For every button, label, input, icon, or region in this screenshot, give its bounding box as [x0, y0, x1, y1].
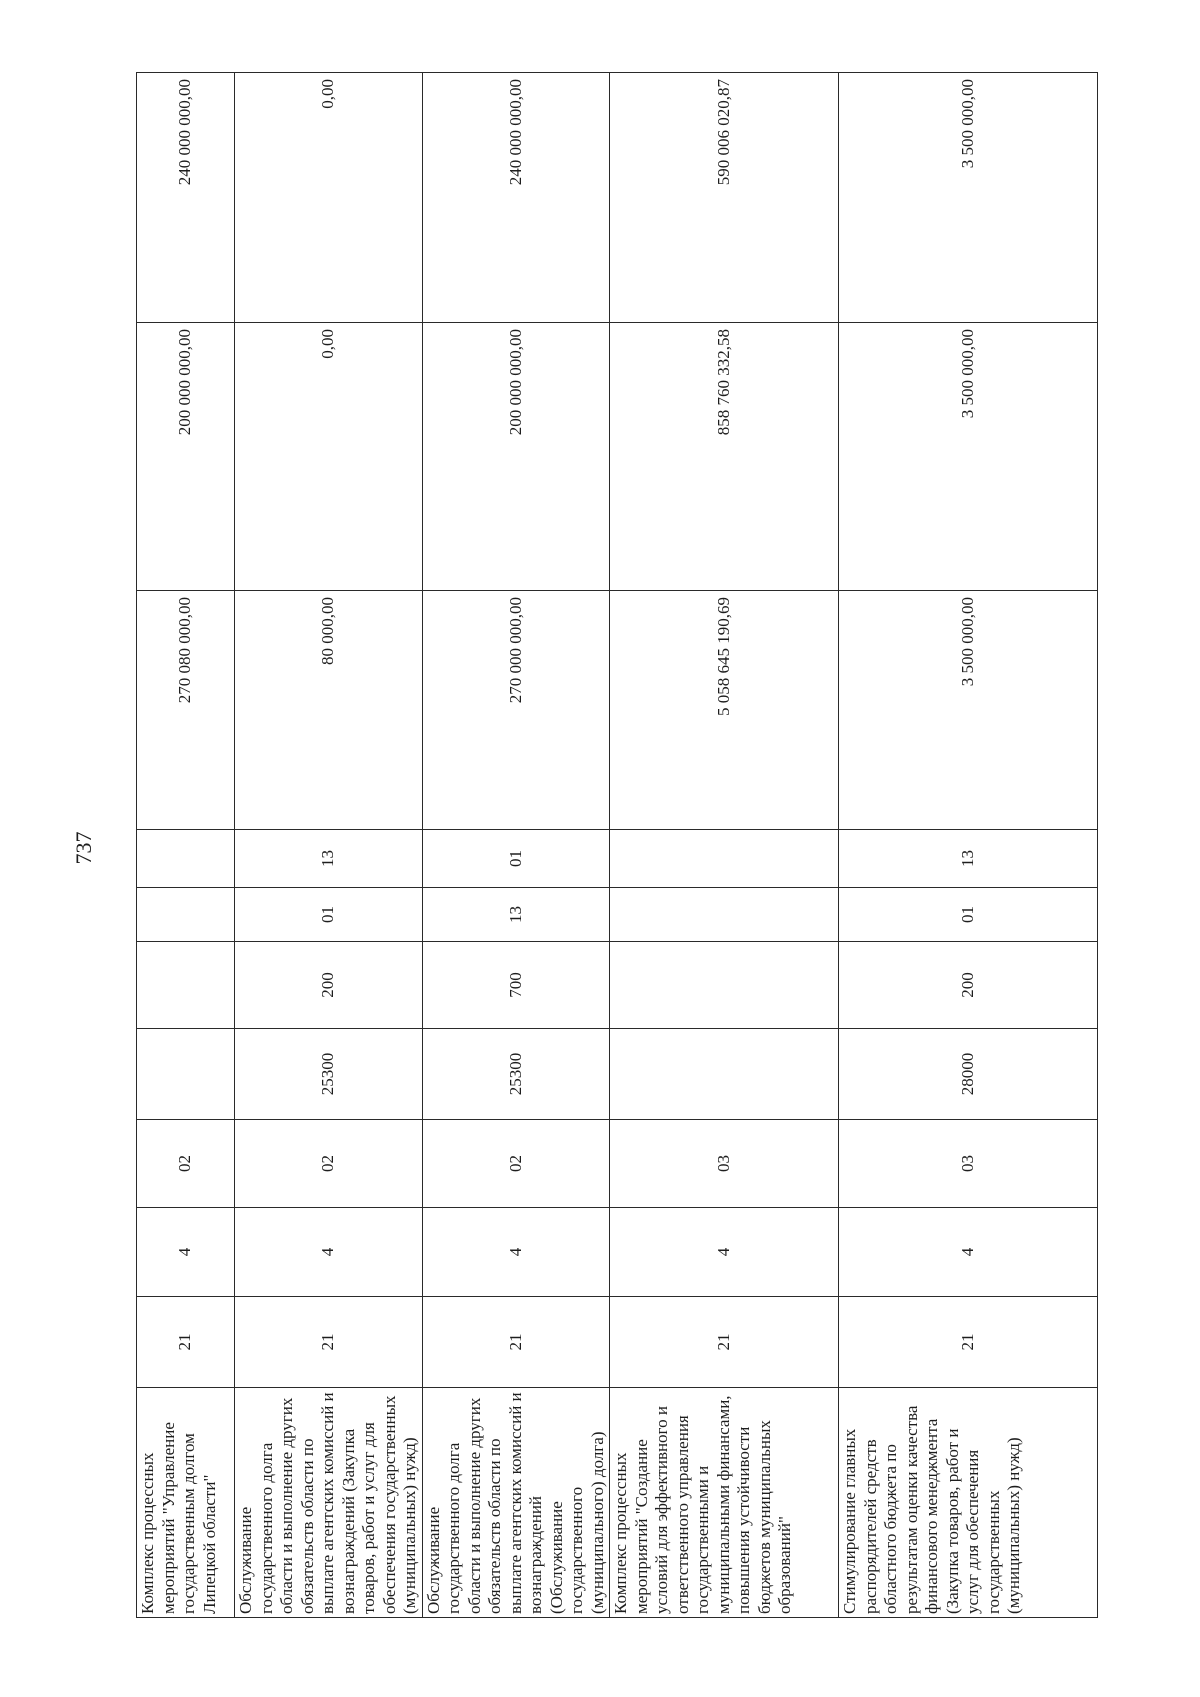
code-cell — [137, 888, 235, 942]
code-cell: 25300 — [235, 1029, 423, 1120]
code-cell: 200 — [235, 942, 423, 1029]
code-cell — [137, 830, 235, 888]
code-cell: 4 — [422, 1208, 610, 1297]
code-cell: 02 — [235, 1120, 423, 1208]
code-cell: 01 — [422, 830, 610, 888]
amount-cell: 200 000 000,00 — [422, 323, 610, 591]
code-cell: 21 — [839, 1297, 1098, 1388]
code-cell: 21 — [422, 1297, 610, 1388]
amount-cell: 3 500 000,00 — [839, 323, 1098, 591]
code-cell: 02 — [422, 1120, 610, 1208]
amount-cell: 270 080 000,00 — [137, 591, 235, 830]
code-cell: 4 — [137, 1208, 235, 1297]
code-cell: 4 — [235, 1208, 423, 1297]
amount-cell: 3 500 000,00 — [839, 73, 1098, 323]
code-cell — [610, 830, 839, 888]
row-name: Обслуживание государственного долга области и выполнение других обязательств области по выплате агентских комиссий и вознаграждений (Обслуживание государственного (муниципального) долга) — [422, 1388, 610, 1618]
table-row — [137, 73, 235, 1618]
code-cell: 02 — [137, 1120, 235, 1208]
code-cell — [137, 942, 235, 1029]
code-cell — [137, 1029, 235, 1120]
row-name: Обслуживание государственного долга области и выполнение других обязательств области по выплате агентских комиссий и вознаграждений (Закупка товаров, работ и услуг для обеспечения государственных (муниципальных) нужд) — [235, 1388, 423, 1618]
code-cell: 200 — [839, 942, 1098, 1029]
code-cell: 13 — [235, 830, 423, 888]
code-cell: 28000 — [839, 1029, 1098, 1120]
code-cell: 03 — [610, 1120, 839, 1208]
code-cell: 25300 — [422, 1029, 610, 1120]
code-cell: 01 — [235, 888, 423, 942]
code-cell: 13 — [422, 888, 610, 942]
code-cell: 03 — [839, 1120, 1098, 1208]
amount-cell: 3 500 000,00 — [839, 591, 1098, 830]
amount-cell: 858 760 332,58 — [610, 323, 839, 591]
code-cell: 21 — [610, 1297, 839, 1388]
budget-table-container — [136, 73, 1093, 1618]
table-row — [235, 73, 423, 1618]
amount-cell: 590 006 020,87 — [610, 73, 839, 323]
code-cell: 13 — [839, 830, 1098, 888]
code-cell — [610, 888, 839, 942]
code-cell: 4 — [839, 1208, 1098, 1297]
amount-cell: 240 000 000,00 — [422, 73, 610, 323]
amount-cell: 0,00 — [235, 73, 423, 323]
code-cell — [610, 1029, 839, 1120]
code-cell: 21 — [137, 1297, 235, 1388]
row-name: Комплекс процессных мероприятий "Управление государственным долгом Липецкой области" — [137, 1388, 235, 1618]
row-name: Стимулирование главных распорядителей средств областного бюджета по результатам оценки качества финансового менеджмента (Закупка товаров, работ и услуг для обеспечения государственных (муниципальных) нужд) — [839, 1388, 1098, 1618]
code-cell: 4 — [610, 1208, 839, 1297]
code-cell: 700 — [422, 942, 610, 1029]
amount-cell: 270 000 000,00 — [422, 591, 610, 830]
amount-cell: 0,00 — [235, 323, 423, 591]
amount-cell: 240 000 000,00 — [137, 73, 235, 323]
code-cell — [610, 942, 839, 1029]
row-name: Комплекс процессных мероприятий "Создание условий для эффективного и ответственного управления государственными и муниципальными финансами, повышения устойчивости бюджетов муниципальных образований" — [610, 1388, 839, 1618]
code-cell: 01 — [839, 888, 1098, 942]
amount-cell: 5 058 645 190,69 — [610, 591, 839, 830]
table-row — [839, 73, 1098, 1618]
amount-cell: 200 000 000,00 — [137, 323, 235, 591]
table-row — [610, 73, 839, 1618]
amount-cell: 80 000,00 — [235, 591, 423, 830]
table-row — [422, 73, 610, 1618]
page-number: 737 — [71, 831, 96, 865]
budget-table — [136, 72, 1098, 1618]
code-cell: 21 — [235, 1297, 423, 1388]
